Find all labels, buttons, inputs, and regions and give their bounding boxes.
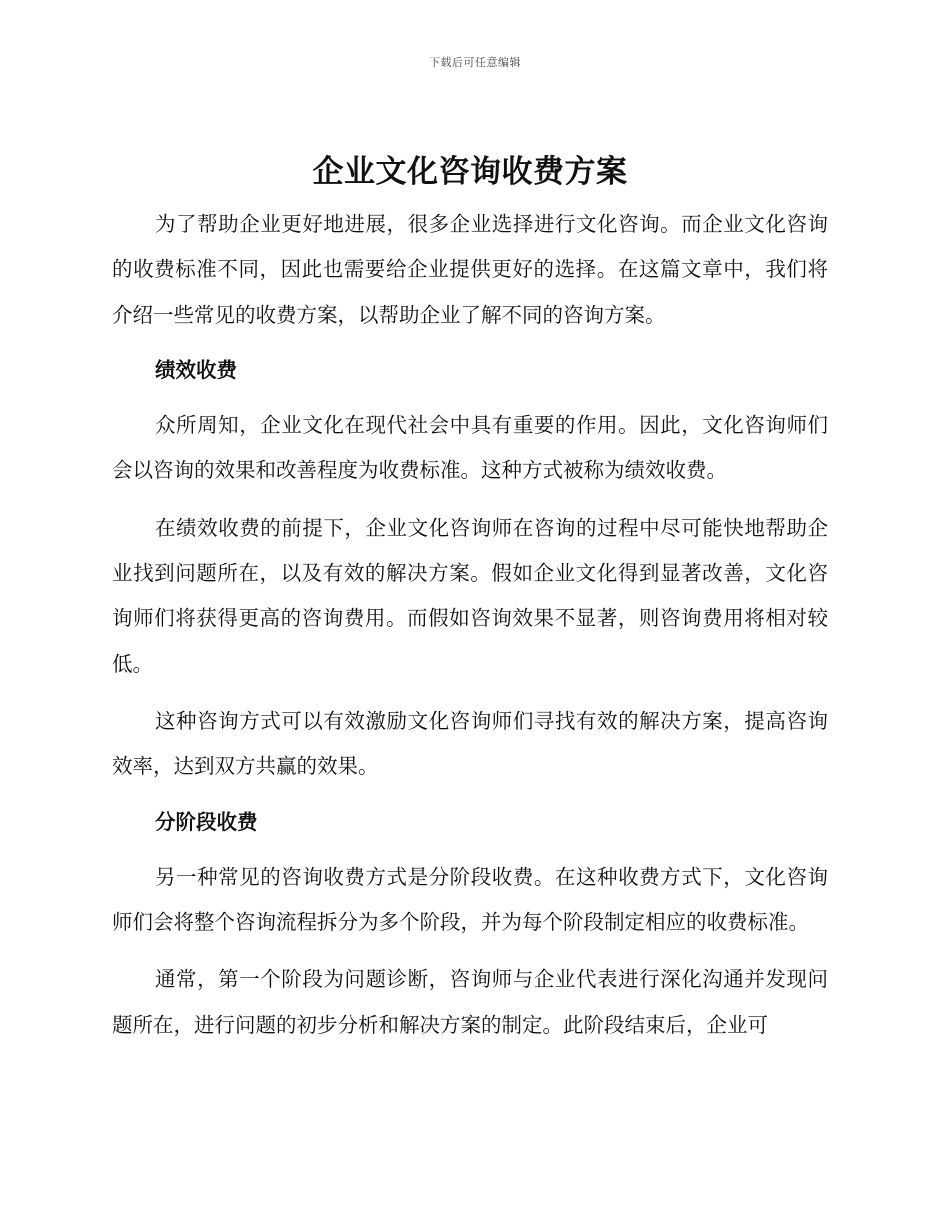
section-heading-performance-fee: 绩效收费 bbox=[155, 357, 237, 382]
document-title: 企业文化咨询收费方案 bbox=[312, 154, 628, 190]
document-body bbox=[112, 148, 828, 1048]
intro-paragraph: 为了帮助企业更好地进展，很多企业选择进行文化咨询。而企业文化咨询的收费标准不同，因此也需要给企业提供更好的选择。在这篇文章中，我们将介绍一些常见的收费方案，以帮助企业了解不同的咨询方案。 bbox=[112, 212, 828, 327]
section-heading-staged-fee: 分阶段收费 bbox=[155, 809, 258, 834]
paragraph: 另一种常见的咨询收费方式是分阶段收费。在这种收费方式下，文化咨询师们会将整个咨询流程拆分为多个阶段，并为每个阶段制定相应的收费标准。 bbox=[112, 864, 828, 935]
paragraph: 通常，第一个阶段为问题诊断，咨询师与企业代表进行深化沟通并发现问题所在，进行问题的初步分析和解决方案的制定。此阶段结束后，企业可 bbox=[112, 967, 828, 1037]
paragraph: 在绩效收费的前提下，企业文化咨询师在咨询的过程中尽可能快地帮助企业找到问题所在，以及有效的解决方案。假如企业文化得到显著改善，文化咨询师们将获得更高的咨询费用。而假如咨询效果不显著，则咨询费用将相对较低。 bbox=[112, 515, 828, 676]
paragraph: 这种咨询方式可以有效激励文化咨询师们寻找有效的解决方案，提高咨询效率，达到双方共赢的效果。 bbox=[112, 708, 828, 779]
header-note: 下载后可任意编辑 bbox=[429, 56, 521, 69]
paragraph: 众所周知，企业文化在现代社会中具有重要的作用。因此，文化咨询师们会以咨询的效果和改善程度为收费标准。这种方式被称为绩效收费。 bbox=[112, 413, 828, 483]
